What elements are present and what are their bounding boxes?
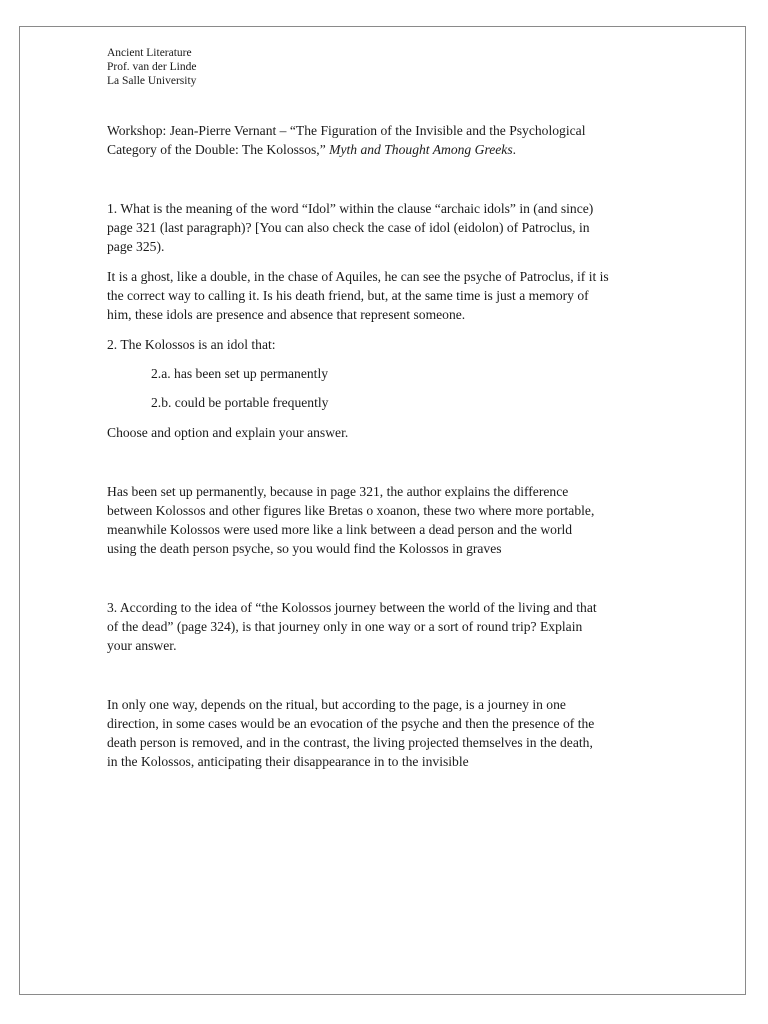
question-3-line: 3. According to the idea of “the Kolossos journey between the world of the living and that — [107, 600, 597, 615]
workshop-title-line-1: Workshop: Jean-Pierre Vernant – “The Figuration of the Invisible and the Psychological — [107, 123, 586, 138]
answer-2-line: Has been set up permanently, because in page 321, the author explains the difference — [107, 484, 569, 499]
question-3-line: of the dead” (page 324), is that journey only in one way or a sort of round trip? Explain — [107, 619, 583, 634]
question-2-intro: 2. The Kolossos is an idol that: — [107, 337, 276, 352]
answer-3-line: in the Kolossos, anticipating their disappearance in to the invisible — [107, 754, 469, 769]
question-3-line: your answer. — [107, 638, 177, 653]
answer-2-line: between Kolossos and other figures like Bretas o xoanon, these two where more portable, — [107, 503, 595, 518]
answer-2-line: using the death person psyche, so you would find the Kolossos in graves — [107, 541, 502, 556]
answer-2-line: meanwhile Kolossos were used more like a link between a dead person and the world — [107, 522, 573, 537]
book-title: Myth and Thought Among Greeks — [329, 142, 513, 157]
question-1-line: page 321 (last paragraph)? [You can also check the case of idol (eidolon) of Patroclus, in — [107, 220, 590, 235]
workshop-title-text: Category of the Double: The Kolossos,” — [107, 142, 330, 157]
document-page — [19, 26, 746, 995]
answer-1-line: It is a ghost, like a double, in the chase of Aquiles, he can see the psyche of Patroclus, if it is — [107, 269, 609, 284]
answer-3-line: In only one way, depends on the ritual, but according to the page, is a journey in one — [107, 697, 566, 712]
course-name: Ancient Literature — [107, 47, 192, 59]
question-2-option-a: 2.a. has been set up permanently — [151, 366, 329, 381]
question-1-line: page 325). — [107, 239, 165, 254]
question-2-option-b: 2.b. could be portable frequently — [151, 395, 329, 410]
workshop-title-line-2 — [107, 140, 516, 159]
question-2-instruction: Choose and option and explain your answer. — [107, 425, 349, 440]
professor-name: Prof. van der Linde — [107, 61, 197, 73]
workshop-title-period: . — [512, 142, 517, 157]
answer-3-line: direction, in some cases would be an evocation of the psyche and then the presence of the — [107, 716, 595, 731]
answer-3-line: death person is removed, and in the contrast, the living projected themselves in the death, — [107, 735, 593, 750]
answer-1-line: him, these idols are presence and absence that represent someone. — [107, 307, 466, 322]
question-1-line: 1. What is the meaning of the word “Idol” within the clause “archaic idols” in (and since) — [107, 201, 594, 216]
university-name: La Salle University — [107, 75, 197, 87]
answer-1-line: the correct way to calling it. Is his death friend, but, at the same time is just a memory of — [107, 288, 589, 303]
